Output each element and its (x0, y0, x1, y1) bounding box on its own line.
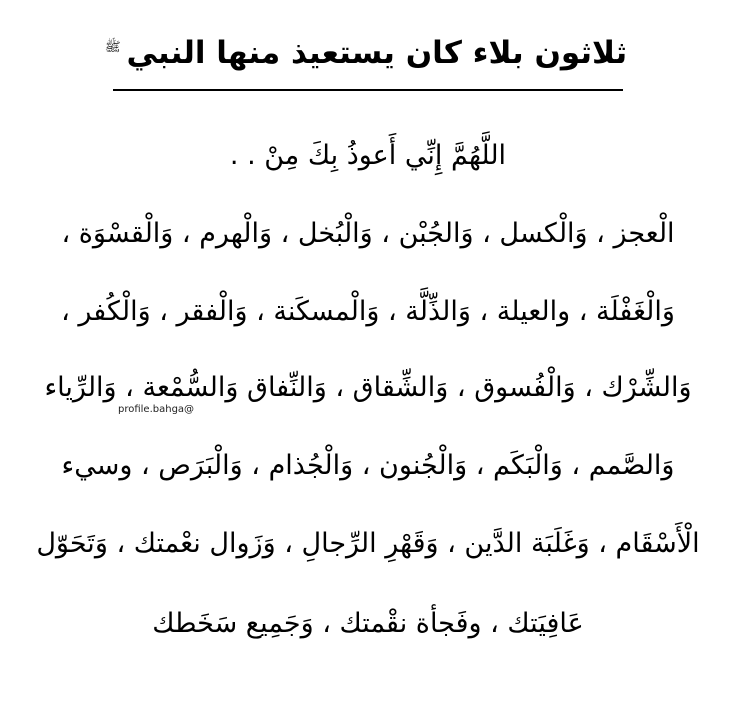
supplication-line-2: وَالْغَفْلَة ، والعيلة ، وَالذِّلَّة ، وَالْمسكَنة ، وَالْفقر ، وَالْكُفر ، (61, 296, 675, 327)
supplication-line-1: الْعجز ، وَالْكسل ، وَالجُبْن ، وَالْبُخل ، وَالْهرم ، وَالْقسْوَة ، (61, 218, 675, 249)
watermark-handle: profile.bahga@ (118, 404, 195, 415)
supplication-line-4: وَالصَّمم ، وَالْبَكَم ، وَالْجُنون ، وَالْجُذام ، وَالْبَرَص ، وسيء (61, 450, 675, 481)
page-title-container (104, 22, 628, 84)
page-title: ثلاثون بلاء كان يستعيذ منها النبي (126, 34, 628, 71)
salawat-glyph: ﷺ (104, 39, 121, 55)
supplication-line-6: عَافِيَتك ، وفَجأة نقْمتك ، وَجَمِيع سَخَطك (152, 608, 584, 639)
supplication-line-5: الْأَسْقَام ، وَغَلَبَة الدَّين ، وَقَهْرِ الرِّجالِ ، وَزَوال نعْمتك ، وَتَحَوّل (36, 528, 700, 559)
supplication-intro: اللَّهُمَّ إِنِّي أَعوذُ بِكَ مِنْ . . (229, 140, 507, 171)
title-underline (113, 89, 623, 91)
supplication-line-3: وَالشِّرْك ، وَالْفُسوق ، وَالشِّقاق ، وَالنِّفاق وَالسُّمْعة ، وَالرِّياء (44, 372, 692, 403)
